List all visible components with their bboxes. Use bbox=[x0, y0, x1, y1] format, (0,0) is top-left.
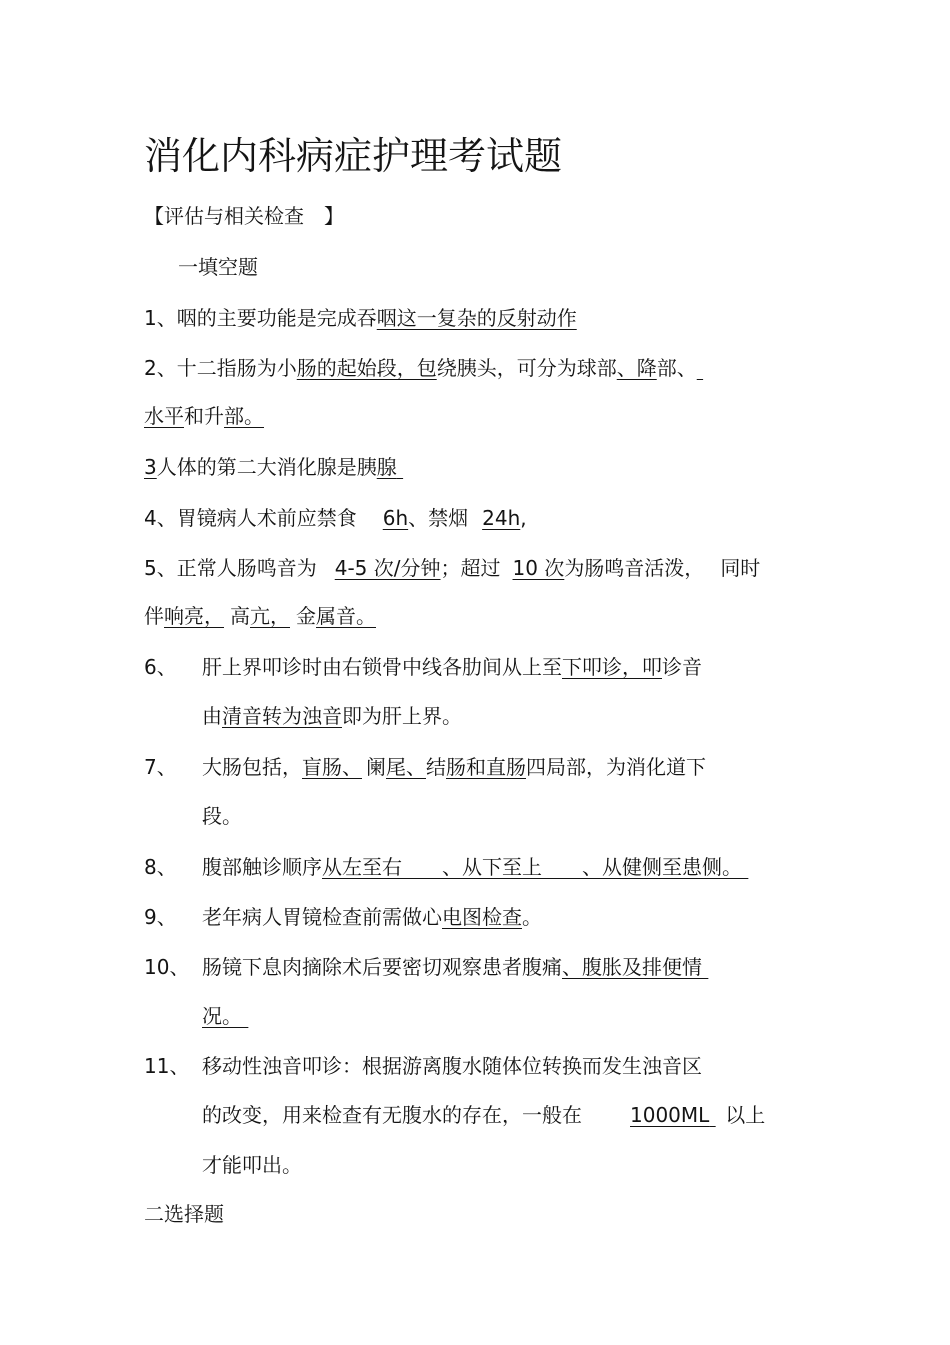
question-text: 大肠包括， bbox=[202, 755, 302, 779]
question-text: 以上 bbox=[725, 1103, 766, 1127]
question-text: 由 bbox=[202, 704, 222, 728]
question-4 bbox=[144, 503, 527, 533]
question-3 bbox=[144, 452, 423, 482]
answer-blank-empty bbox=[742, 852, 762, 882]
question-text: 伴 bbox=[144, 604, 164, 628]
question-text: 为肠鸣音活泼， bbox=[564, 556, 705, 580]
answer-blank: 10 次 bbox=[512, 556, 565, 580]
question-1 bbox=[144, 303, 577, 333]
question-text: 。 bbox=[522, 905, 542, 929]
answer-blank: 24h bbox=[482, 506, 521, 530]
question-text: 、禁烟 bbox=[408, 506, 469, 530]
question-2-cont bbox=[144, 401, 264, 431]
question-text: 老年病人胃镜检查前需做心 bbox=[202, 905, 442, 929]
answer-blank: 下叩诊，叩 bbox=[562, 655, 662, 679]
question-text: 2、十二指肠为小 bbox=[144, 356, 297, 380]
answer-blank: 响亮， bbox=[164, 604, 224, 628]
answer-blank: 部。 bbox=[224, 404, 264, 428]
answer-blank: 水平 bbox=[144, 404, 184, 428]
question-7-cont: 段。 bbox=[202, 804, 242, 828]
answer-blank: 、腹胀及排便情 bbox=[562, 955, 702, 979]
question-5-cont bbox=[144, 601, 376, 631]
question-6-number: 6、 bbox=[144, 655, 177, 679]
question-text: 部、 bbox=[656, 356, 697, 380]
question-6-cont bbox=[202, 701, 462, 731]
section-heading: 【评估与相关检查 】 bbox=[144, 204, 344, 228]
answer-blank: 清音转为浊音 bbox=[222, 704, 342, 728]
part-heading-choice: 二选择题 bbox=[144, 1202, 224, 1226]
answer-blank: 、降 bbox=[616, 356, 657, 380]
question-6 bbox=[202, 652, 702, 682]
question-text: 同时 bbox=[720, 556, 761, 580]
question-text: 人体的第二大消化腺是胰 bbox=[156, 455, 377, 479]
answer-blank-empty bbox=[709, 1100, 719, 1130]
answer-blank: 咽这一复杂的反射动作 bbox=[376, 306, 577, 330]
question-text: 1、咽的主要功能是完成吞 bbox=[144, 306, 377, 330]
question-2 bbox=[144, 353, 737, 383]
answer-blank: 腺 bbox=[376, 455, 397, 479]
question-text: 结 bbox=[426, 755, 446, 779]
question-text: 5、正常人肠鸣音为 bbox=[144, 556, 317, 580]
page-title: 消化内科病症护理考试题 bbox=[144, 134, 563, 178]
answer-blank-empty bbox=[397, 452, 423, 482]
question-text: 4、胃镜病人术前应禁食 bbox=[144, 506, 357, 530]
question-text: 即为肝上界。 bbox=[342, 704, 462, 728]
answer-blank: 尾、 bbox=[386, 755, 426, 779]
question-8 bbox=[202, 852, 762, 882]
answer-blank: 肠的起始段，包 bbox=[296, 356, 437, 380]
question-text: 金 bbox=[296, 604, 316, 628]
question-9 bbox=[202, 902, 542, 932]
question-text: 绕胰头，可分为球部 bbox=[436, 356, 617, 380]
answer-blank: 3 bbox=[144, 455, 157, 479]
question-text: 高 bbox=[230, 604, 250, 628]
question-text: 诊音 bbox=[662, 655, 702, 679]
question-11: 移动性浊音叩诊：根据游离腹水随体位转换而发生浊音区 bbox=[202, 1054, 702, 1078]
question-text: 四局部，为消化道下 bbox=[526, 755, 706, 779]
question-11-cont-2: 才能叩出。 bbox=[202, 1153, 302, 1177]
question-text: 肠镜下息肉摘除术后要密切观察患者腹痛 bbox=[202, 955, 562, 979]
question-9-number: 9、 bbox=[144, 905, 177, 929]
question-text: 的改变，用来检查有无腹水的存在，一般在 bbox=[202, 1103, 582, 1127]
question-11-cont bbox=[202, 1100, 765, 1130]
question-text: ；超过 bbox=[440, 556, 501, 580]
answer-blank: 4-5 次/分钟 bbox=[334, 556, 441, 580]
question-text: 腹部触诊顺序 bbox=[202, 855, 322, 879]
part-heading-fill-in: 一填空题 bbox=[178, 255, 258, 279]
answer-blank: 亢， bbox=[250, 604, 290, 628]
question-text: , bbox=[520, 506, 527, 530]
question-7 bbox=[202, 752, 706, 782]
question-8-number: 8、 bbox=[144, 855, 177, 879]
answer-blank: 属音。 bbox=[316, 604, 376, 628]
answer-blank-empty bbox=[242, 1001, 250, 1031]
question-text: 肝上界叩诊时由右锁骨中线各肋间从上至 bbox=[202, 655, 562, 679]
question-text: 阑 bbox=[366, 755, 386, 779]
answer-blank: 从左至右 、从下至上 、从健侧至患侧。 bbox=[322, 855, 742, 879]
question-7-number: 7、 bbox=[144, 755, 177, 779]
question-text: 和升 bbox=[184, 404, 224, 428]
answer-blank: 1000ML bbox=[630, 1103, 710, 1127]
question-11-number: 11、 bbox=[144, 1054, 190, 1078]
question-10-cont bbox=[202, 1001, 250, 1031]
answer-blank: 盲肠、 bbox=[302, 755, 362, 779]
answer-blank: 况。 bbox=[202, 1004, 242, 1028]
question-10 bbox=[202, 952, 760, 982]
answer-blank: 6h bbox=[382, 506, 409, 530]
answer-blank-empty bbox=[702, 952, 760, 982]
question-10-number: 10、 bbox=[144, 955, 190, 979]
answer-blank-empty bbox=[697, 353, 737, 383]
answer-blank: 肠和直肠 bbox=[446, 755, 526, 779]
question-5 bbox=[144, 553, 760, 583]
answer-blank: 电图检查 bbox=[442, 905, 522, 929]
